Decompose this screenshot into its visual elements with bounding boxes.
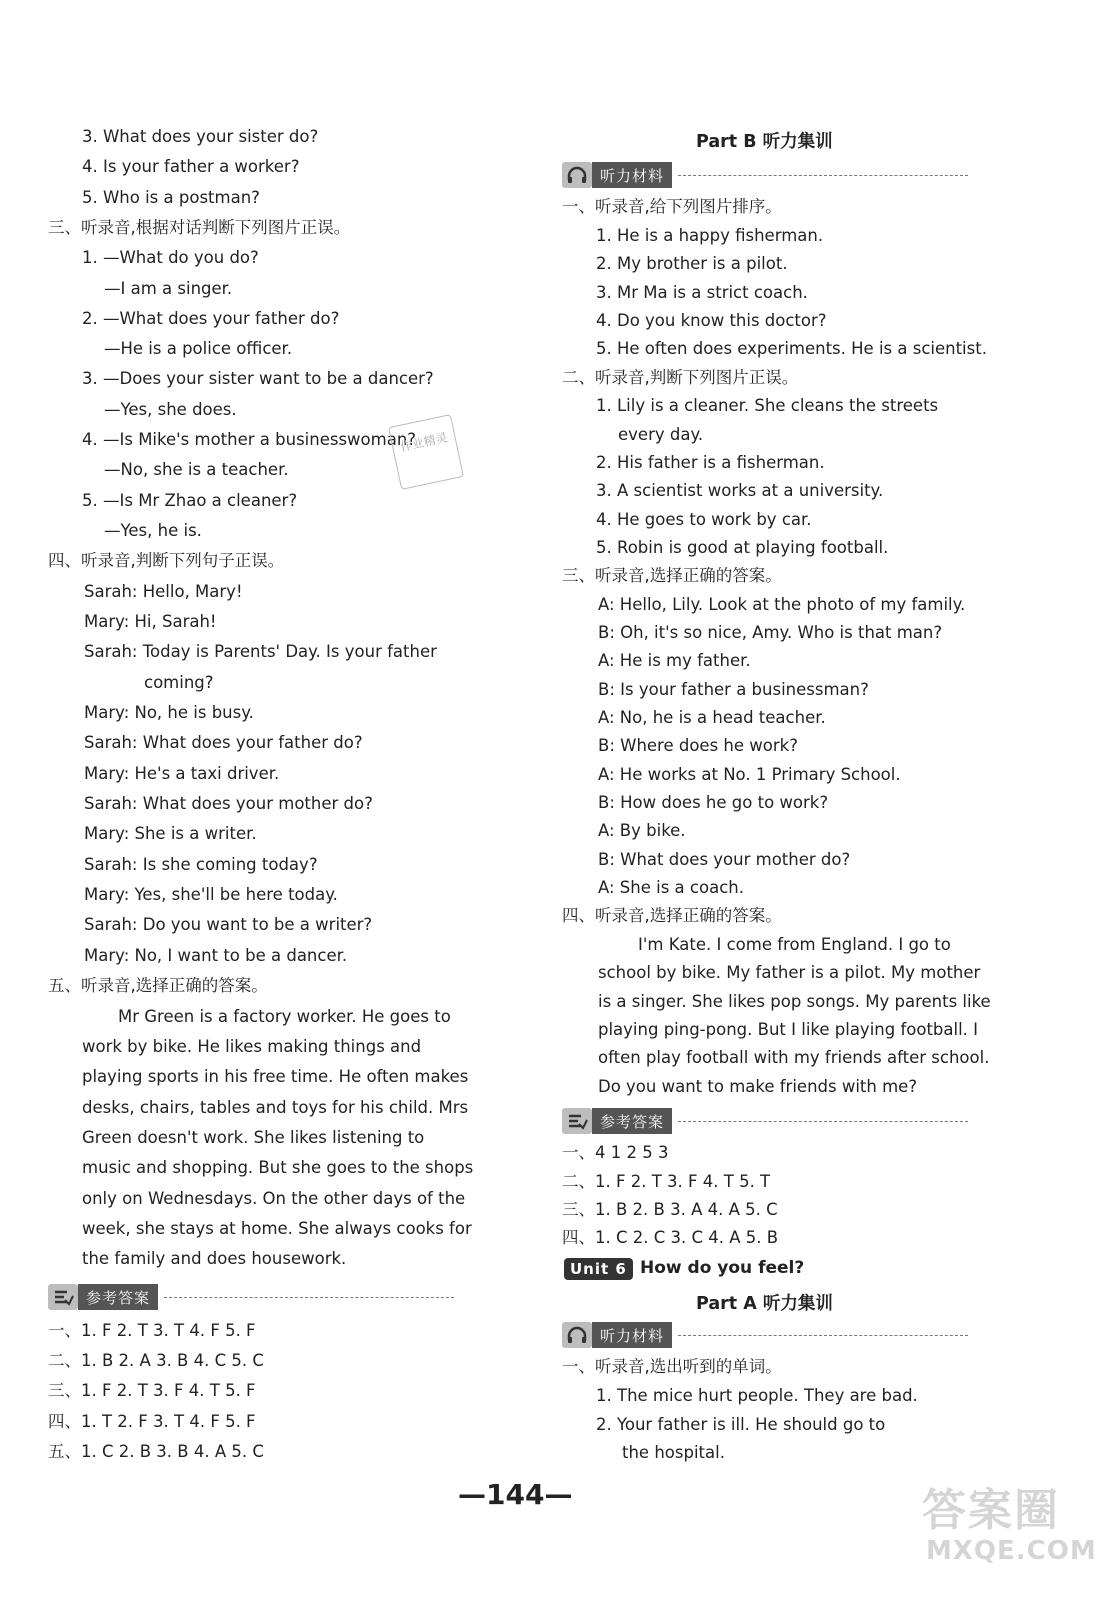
divider <box>678 1335 968 1336</box>
text-line: B: How does he go to work? <box>598 793 829 812</box>
listening-material-label: 听力材料 <box>592 1322 672 1348</box>
text-line: 三、听录音,选择正确的答案。 <box>562 566 782 585</box>
text-line: 二、1. F 2. T 3. F 4. T 5. T <box>562 1172 771 1191</box>
text-line: only on Wednesdays. On the other days of the <box>82 1189 466 1208</box>
text-line: 5. Robin is good at playing football. <box>596 538 889 557</box>
text-line: 四、听录音,判断下列句子正误。 <box>48 551 285 570</box>
text-line: 二、1. B 2. A 3. B 4. C 5. C <box>48 1351 264 1370</box>
answer-icon <box>562 1108 592 1134</box>
text-line: 1. Lily is a cleaner. She cleans the streets <box>596 396 939 415</box>
text-line: 三、听录音,根据对话判断下列图片正误。 <box>48 218 351 237</box>
text-line: Sarah: Today is Parents' Day. Is your father <box>84 642 437 661</box>
page-number: —144— <box>458 1478 573 1511</box>
text-line: 3. A scientist works at a university. <box>596 481 884 500</box>
divider <box>164 1297 454 1298</box>
text-line: often play football with my friends after school. <box>598 1048 990 1067</box>
text-line: Sarah: Do you want to be a writer? <box>84 915 373 934</box>
text-line: 2. Your father is ill. He should go to <box>596 1415 886 1434</box>
watermark-small: MXQE.COM <box>926 1536 1097 1566</box>
text-line: B: What does your mother do? <box>598 850 851 869</box>
listening-material-tag-a <box>562 1322 968 1348</box>
text-line: coming? <box>144 673 214 692</box>
text-line: the hospital. <box>622 1443 725 1462</box>
text-line: Do you want to make friends with me? <box>598 1077 918 1096</box>
text-line: week, she stays at home. She always cooks for <box>82 1219 472 1238</box>
text-line: Mary: He's a taxi driver. <box>84 764 280 783</box>
text-line: 1. He is a happy fisherman. <box>596 226 824 245</box>
text-line: 一、1. F 2. T 3. T 4. F 5. F <box>48 1321 256 1340</box>
text-line: 一、听录音,给下列图片排序。 <box>562 197 782 216</box>
text-line: desks, chairs, tables and toys for his child. Mrs <box>82 1098 469 1117</box>
text-line: Sarah: What does your mother do? <box>84 794 373 813</box>
text-line: A: He works at No. 1 Primary School. <box>598 765 901 784</box>
text-line: B: Is your father a businessman? <box>598 680 869 699</box>
text-line: A: No, he is a head teacher. <box>598 708 826 727</box>
text-line: school by bike. My father is a pilot. My mother <box>598 963 981 982</box>
text-line: 四、听录音,选择正确的答案。 <box>562 906 782 925</box>
text-line: Sarah: What does your father do? <box>84 733 363 752</box>
text-line: —No, she is a teacher. <box>104 460 289 479</box>
text-line: —Yes, she does. <box>104 400 237 419</box>
divider <box>678 175 968 176</box>
text-line: 3. Mr Ma is a strict coach. <box>596 283 808 302</box>
text-line: 2. My brother is a pilot. <box>596 254 788 273</box>
text-line: —I am a singer. <box>104 279 233 298</box>
text-line: Mary: No, I want to be a dancer. <box>84 946 348 965</box>
text-line: 4. —Is Mike's mother a businesswoman? <box>82 430 417 449</box>
text-line: B: Where does he work? <box>598 736 798 755</box>
answer-label: 参考答案 <box>78 1284 158 1310</box>
text-line: Green doesn't work. She likes listening to <box>82 1128 425 1147</box>
text-line: 三、1. F 2. T 3. F 4. T 5. F <box>48 1381 256 1400</box>
stamp-logo <box>388 414 464 490</box>
text-line: Mr Green is a factory worker. He goes to <box>118 1007 451 1026</box>
text-line: 四、1. C 2. C 3. C 4. A 5. B <box>562 1228 779 1247</box>
answer-label: 参考答案 <box>592 1108 672 1134</box>
answer-tag-left <box>48 1284 454 1310</box>
answer-icon <box>48 1284 78 1310</box>
text-line: 4. He goes to work by car. <box>596 510 812 529</box>
text-line: 4. Is your father a worker? <box>82 157 300 176</box>
text-line: 一、4 1 2 5 3 <box>562 1143 669 1162</box>
text-line: is a singer. She likes pop songs. My parents like <box>598 992 991 1011</box>
part-a-title: Part A 听力集训 <box>696 1294 833 1314</box>
text-line: Mary: Hi, Sarah! <box>84 612 217 631</box>
text-line: 三、1. B 2. B 3. A 4. A 5. C <box>562 1200 778 1219</box>
text-line: 二、听录音,判断下列图片正误。 <box>562 368 799 387</box>
listening-material-tag <box>562 162 968 188</box>
watermark-logo <box>918 1468 1097 1588</box>
text-line: Mary: She is a writer. <box>84 824 257 843</box>
text-line: 3. What does your sister do? <box>82 127 319 146</box>
watermark-big: 答案圈 <box>922 1485 1060 1536</box>
headphones-icon <box>562 162 592 188</box>
text-line: every day. <box>618 425 704 444</box>
answer-tag-b <box>562 1108 968 1134</box>
text-line: 4. Do you know this doctor? <box>596 311 827 330</box>
text-line: Mary: Yes, she'll be here today. <box>84 885 338 904</box>
text-line: 一、听录音,选出听到的单词。 <box>562 1357 782 1376</box>
text-line: 5. He often does experiments. He is a scientist. <box>596 339 987 358</box>
text-line: 5. Who is a postman? <box>82 188 260 207</box>
text-line: 2. His father is a fisherman. <box>596 453 825 472</box>
unit-title: How do you feel? <box>640 1258 805 1278</box>
divider <box>678 1121 968 1122</box>
text-line: 五、1. C 2. B 3. B 4. A 5. C <box>48 1442 264 1461</box>
text-line: Sarah: Hello, Mary! <box>84 582 243 601</box>
text-line: work by bike. He likes making things and <box>82 1037 422 1056</box>
text-line: 1. The mice hurt people. They are bad. <box>596 1386 918 1405</box>
text-line: 5. —Is Mr Zhao a cleaner? <box>82 491 298 510</box>
text-line: —He is a police officer. <box>104 339 293 358</box>
text-line: Sarah: Is she coming today? <box>84 855 318 874</box>
text-line: 2. —What does your father do? <box>82 309 340 328</box>
text-line: B: Oh, it's so nice, Amy. Who is that man? <box>598 623 943 642</box>
text-line: A: Hello, Lily. Look at the photo of my family. <box>598 595 966 614</box>
text-line: 五、听录音,选择正确的答案。 <box>48 976 268 995</box>
headphones-icon <box>562 1322 592 1348</box>
text-line: music and shopping. But she goes to the shops <box>82 1158 474 1177</box>
stamp-text: 作业精灵 <box>398 430 449 455</box>
text-line: A: He is my father. <box>598 651 751 670</box>
text-line: the family and does housework. <box>82 1249 347 1268</box>
text-line: A: By bike. <box>598 821 686 840</box>
text-line: I'm Kate. I come from England. I go to <box>638 935 951 954</box>
part-b-title: Part B 听力集训 <box>696 132 833 152</box>
unit-badge: Unit 6 <box>564 1258 633 1280</box>
text-line: —Yes, he is. <box>104 521 202 540</box>
text-line: A: She is a coach. <box>598 878 744 897</box>
text-line: 四、1. T 2. F 3. T 4. F 5. F <box>48 1412 256 1431</box>
text-line: 3. —Does your sister want to be a dancer? <box>82 369 434 388</box>
text-line: playing sports in his free time. He often makes <box>82 1067 469 1086</box>
text-line: playing ping-pong. But I like playing football. I <box>598 1020 979 1039</box>
text-line: Mary: No, he is busy. <box>84 703 254 722</box>
text-line: 1. —What do you do? <box>82 248 259 267</box>
listening-material-label: 听力材料 <box>592 162 672 188</box>
